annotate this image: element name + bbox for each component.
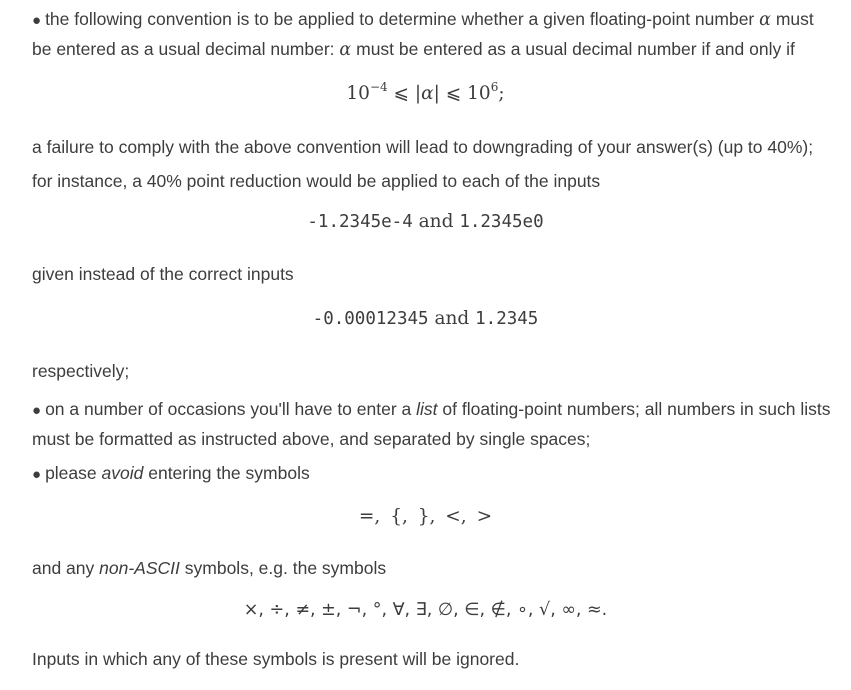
forbidden-symbols-2: ×, ÷, ≠, ±, ¬, °, ∀, ∃, ∅, ∈, ∉, ∘, √, ∞, ≈. [243,600,608,620]
alpha-symbol: α [759,10,771,30]
correct-inputs-example: -0.00012345 and 1.2345 [312,308,539,329]
symbol-right-brace: }, [417,506,436,527]
bullet-icon: ● [32,466,42,483]
symbol-left-brace: {, [390,506,408,527]
magnitude-condition-formula: $10^{-4}$ ⩽ |α| ⩽ $10^6$; [346,80,505,104]
list-paragraph: ● on a number of occasions you'll have to enter a list of floating-point numbers; all numbers in such lists must be formatted as instructed above, and separated by single spaces; [32,399,831,449]
instead-paragraph: given instead of the correct inputs [32,264,294,284]
ignored-paragraph: Inputs in which any of these symbols is present will be ignored. [32,649,520,669]
avoid-paragraph: ● please avoid entering the symbols [32,463,310,483]
failure-paragraph: a failure to comply with the above convention will lead to downgrading of your answer(s) (up to 40%); for instance, a 40% point reduction would be applied to each of the inputs [32,137,814,191]
alpha-symbol: α [339,40,352,60]
incorrect-inputs-example: -1.2345e-4 and 1.2345e0 [307,211,544,232]
respectively-paragraph: respectively; [32,361,130,381]
symbol-greater-than: > [476,506,493,527]
bullet-icon: ● [32,12,42,29]
convention-paragraph: ● the following convention is to be applied to determine whether a given floating-point number α must be entered as a usual decimal number: α must be entered as a usual decimal number if and only if [32,9,814,60]
non-ascii-paragraph: and any non-ASCII symbols, e.g. the symbols [32,558,387,578]
forbidden-symbols-1 [0,506,851,527]
symbol-less-than: <, [445,506,467,527]
symbol-equals: =, [358,506,381,527]
bullet-icon: ● [32,402,42,419]
